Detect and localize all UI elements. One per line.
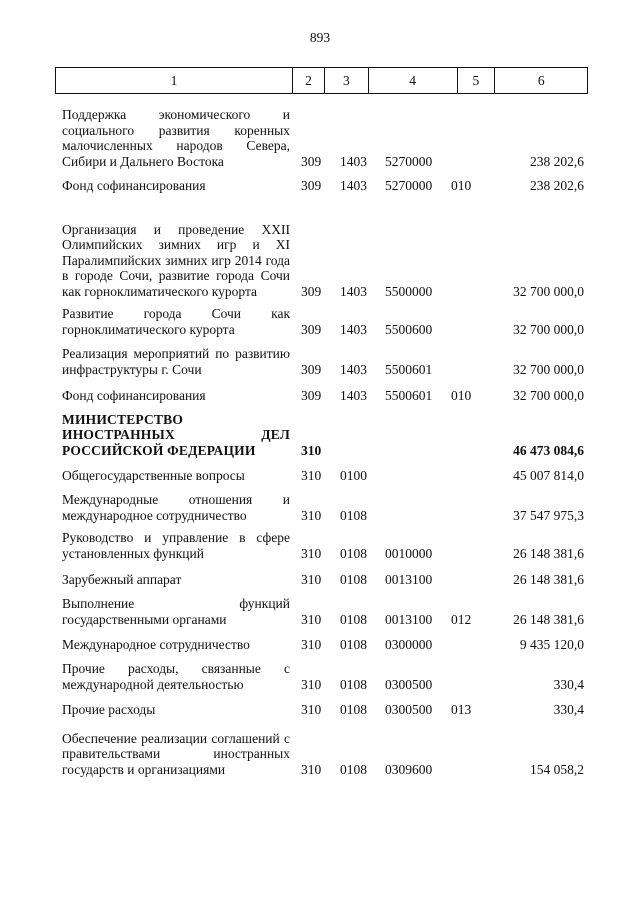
row-col-4: 5270000	[385, 153, 433, 169]
row-col-4: 0300000	[385, 636, 433, 652]
row-col-6: 46 473 084,6	[513, 442, 584, 458]
row-col-5: 010	[451, 387, 472, 403]
row-col-4: 0300500	[385, 701, 433, 717]
row-col-3: 0108	[340, 545, 367, 561]
row-col-2: 310	[301, 676, 322, 692]
table-row	[0, 636, 640, 652]
row-col-3: 0108	[340, 761, 367, 777]
header-col-3: 3	[325, 68, 369, 93]
row-col-3: 1403	[340, 177, 367, 193]
row-col-2: 309	[301, 321, 322, 337]
row-col-2: 309	[301, 283, 322, 299]
table-row	[0, 306, 640, 337]
row-name: Выполнение функций государственными органами	[62, 596, 290, 627]
row-name: МИНИСТЕРСТВО ИНОСТРАННЫХ ДЕЛ РОССИЙСКОЙ ФЕДЕРАЦИИ	[62, 411, 290, 458]
table-row	[0, 661, 640, 692]
row-col-6: 32 700 000,0	[513, 283, 584, 299]
row-col-2: 310	[301, 507, 322, 523]
table-row	[0, 346, 640, 377]
row-col-3: 1403	[340, 283, 367, 299]
row-col-2: 310	[301, 636, 322, 652]
header-col-4: 4	[369, 68, 458, 93]
row-col-2: 310	[301, 545, 322, 561]
row-col-5: 010	[451, 177, 472, 193]
row-col-2: 309	[301, 361, 322, 377]
row-name: Развитие города Сочи как горноклиматического курорта	[62, 306, 290, 337]
table-row	[0, 730, 640, 777]
row-name: Реализация мероприятий по развитию инфраструктуры г. Сочи	[62, 346, 290, 377]
row-col-4: 5500000	[385, 283, 433, 299]
row-col-6: 26 148 381,6	[513, 545, 584, 561]
row-name: Обеспечение реализации соглашений с правительствами иностранных государств и организациями	[62, 730, 290, 777]
row-name: Международные отношения и международное сотрудничество	[62, 492, 290, 523]
row-col-4: 5500601	[385, 361, 433, 377]
row-col-2: 309	[301, 387, 322, 403]
row-col-6: 32 700 000,0	[513, 387, 584, 403]
header-col-1: 1	[56, 68, 293, 93]
table-row	[0, 467, 640, 483]
table-row	[0, 571, 640, 587]
row-col-2: 310	[301, 467, 322, 483]
row-col-3: 0108	[340, 571, 367, 587]
row-col-2: 310	[301, 571, 322, 587]
row-col-3: 0108	[340, 507, 367, 523]
row-col-6: 154 058,2	[530, 761, 584, 777]
header-col-2: 2	[293, 68, 325, 93]
row-col-3: 0108	[340, 611, 367, 627]
row-col-4: 0010000	[385, 545, 433, 561]
row-col-3: 1403	[340, 387, 367, 403]
row-col-2: 309	[301, 153, 322, 169]
row-col-6: 238 202,6	[530, 153, 584, 169]
row-col-2: 310	[301, 701, 322, 717]
row-name: Международное сотрудничество	[62, 636, 250, 652]
row-col-6: 330,4	[553, 676, 584, 692]
row-col-6: 32 700 000,0	[513, 361, 584, 377]
row-col-5: 013	[451, 701, 472, 717]
row-col-3: 0108	[340, 636, 367, 652]
row-col-3: 1403	[340, 321, 367, 337]
table-row	[0, 177, 640, 193]
header-col-6: 6	[537, 72, 545, 88]
row-col-6: 26 148 381,6	[513, 571, 584, 587]
row-col-3: 0108	[340, 701, 367, 717]
row-col-2: 310	[301, 442, 322, 458]
table-row	[0, 701, 640, 717]
page-number: 893	[309, 30, 331, 45]
table-row	[0, 530, 640, 561]
row-name: Организация и проведение XXII Олимпийских зимних игр и XI Паралимпийских зимних игр 2014 года в городе Сочи, развитие города Сочи как горноклиматического курорта	[62, 221, 290, 299]
row-name: Руководство и управление в сфере установленных функций	[62, 530, 290, 561]
row-col-5: 012	[451, 611, 472, 627]
row-col-2: 310	[301, 761, 322, 777]
row-col-4: 5500601	[385, 387, 433, 403]
row-name: Прочие расходы	[62, 701, 156, 717]
row-col-2: 309	[301, 177, 322, 193]
row-col-3: 1403	[340, 153, 367, 169]
row-col-4: 0013100	[385, 571, 433, 587]
row-col-3: 1403	[340, 361, 367, 377]
row-col-6: 37 547 975,3	[513, 507, 584, 523]
table-row	[0, 596, 640, 627]
row-col-6: 9 435 120,0	[519, 636, 584, 652]
table-row	[0, 107, 640, 169]
row-name: Зарубежный аппарат	[62, 571, 182, 587]
row-col-4: 0309600	[385, 761, 433, 777]
row-col-6: 45 007 814,0	[513, 467, 584, 483]
row-col-6: 26 148 381,6	[513, 611, 584, 627]
row-name: Фонд софинансирования	[62, 387, 206, 403]
row-col-4: 5500600	[385, 321, 433, 337]
row-col-6: 238 202,6	[530, 177, 584, 193]
row-col-6: 32 700 000,0	[513, 321, 584, 337]
row-name: Фонд софинансирования	[62, 177, 206, 193]
table-row	[0, 387, 640, 403]
row-name: Поддержка экономического и социального развития коренных малочисленных народов Севера, Сибири и Дальнего Востока	[62, 107, 290, 169]
row-name: Общегосударственные вопросы	[62, 467, 245, 483]
header-col-5: 5	[458, 68, 496, 93]
table-row	[0, 221, 640, 299]
row-col-4: 0013100	[385, 611, 433, 627]
row-col-3: 0100	[340, 467, 367, 483]
row-name: Прочие расходы, связанные с международной деятельностью	[62, 661, 290, 692]
row-col-6: 330,4	[553, 701, 584, 717]
table-row	[0, 492, 640, 523]
row-col-4: 0300500	[385, 676, 433, 692]
table-header-row	[55, 67, 588, 94]
table-row	[0, 411, 640, 458]
row-col-2: 310	[301, 611, 322, 627]
row-col-4: 5270000	[385, 177, 433, 193]
row-col-3: 0108	[340, 676, 367, 692]
